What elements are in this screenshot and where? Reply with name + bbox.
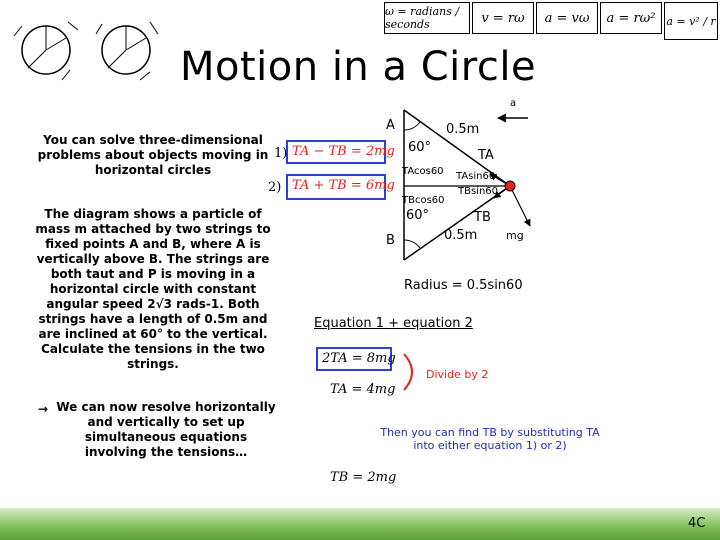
page-title: Motion in a Circle xyxy=(180,44,537,90)
diagram-angle-bottom: 60° xyxy=(406,208,430,223)
formula-v-r-omega: v = rω xyxy=(472,2,534,34)
formula-a-v-omega: a = vω xyxy=(536,2,598,34)
slide-number: 4C xyxy=(688,516,706,531)
diagram-ta-cos: TAcos60 xyxy=(402,166,444,177)
diagram-length-bottom: 0.5m xyxy=(444,228,478,243)
arrow-note-text: We can now resolve horizontally and vertically to set up simultaneous equations involving the tensions… xyxy=(56,400,276,459)
working-step1: Equation 1 + equation 2 xyxy=(314,316,473,331)
diagram-tension-a: TA xyxy=(478,148,494,163)
diagram-accel: a xyxy=(510,98,517,109)
result-tb: TB = 2mg xyxy=(330,470,397,485)
diagram-tension-b: TB xyxy=(474,210,491,225)
equation-1-label: 1) xyxy=(274,146,288,161)
diagram-length-top: 0.5m xyxy=(446,122,480,137)
diagram-angle-top: 60° xyxy=(408,140,432,155)
formula-a-r-omega-squared: a = rω² xyxy=(600,2,662,34)
intro-text: You can solve three-dimensional problems about objects moving in horizontal circles xyxy=(37,133,269,177)
arrow-right-icon: → xyxy=(38,402,49,416)
diagram-point-a: A xyxy=(386,118,395,133)
boxed-equation-text: 2TA = 8mg xyxy=(322,351,396,366)
radius-text: Radius = 0.5sin60 xyxy=(404,278,523,293)
diagram-tb-cos: TBcos60 xyxy=(402,195,445,206)
divide-note: Divide by 2 xyxy=(426,368,489,381)
footer-bar xyxy=(0,508,720,540)
formula-a-v-squared-over-r: a = v² / r xyxy=(664,2,718,40)
problem-text: The diagram shows a particle of mass m attached by two strings to fixed points A and B, where A is vertically above B. The strings are both taut and P is moving in a horizontal circle with constant angular speed 2√3 rads-1. Both strings have a length of 0.5m and are inclined at 60° to the vertical. Calculate the tensions in the two strings. xyxy=(35,207,271,371)
diagram-tb-sin: TBsin60 xyxy=(458,186,499,197)
substitution-note: Then you can find TB by substituting TA into either equation 1) or 2) xyxy=(380,426,600,452)
diagram-ta-sin: TAsin60 xyxy=(456,171,496,182)
diagram-weight: mg xyxy=(506,229,524,242)
formula-angular-speed: ω = radians / seconds xyxy=(384,2,470,34)
equation-2: TA + TB = 6mg xyxy=(292,178,395,193)
circle-motion-thumbnail xyxy=(8,10,160,90)
equation-1: TA − TB = 2mg xyxy=(292,144,395,159)
result-ta: TA = 4mg xyxy=(330,382,396,397)
diagram-point-b: B xyxy=(386,233,395,248)
equation-2-label: 2) xyxy=(268,180,282,195)
divide-brace xyxy=(400,352,422,392)
